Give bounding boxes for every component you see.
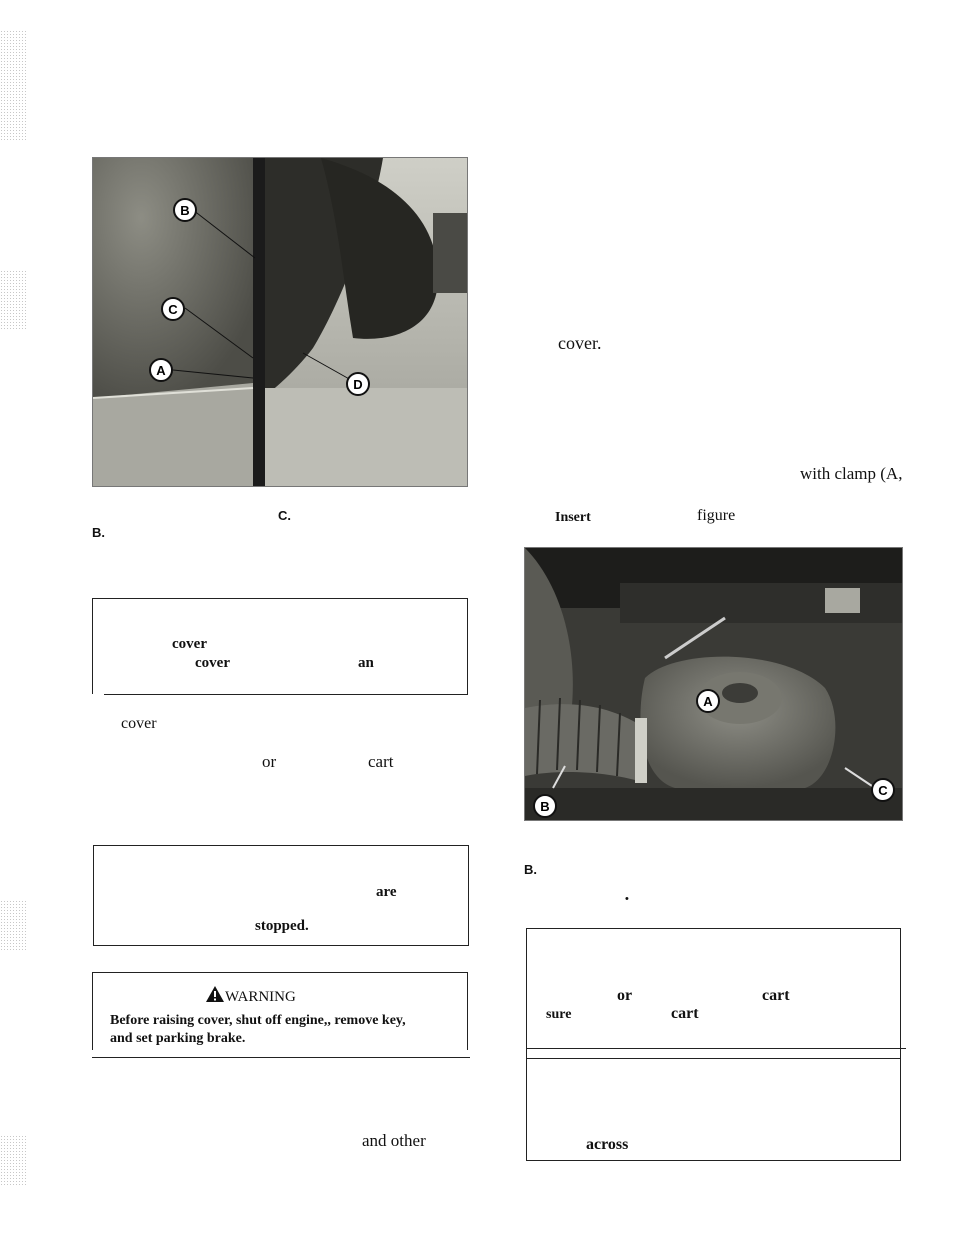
right-callout-b-marker [534,795,556,817]
callout-c-label: C [168,302,178,317]
right-box-word-cart-2: cart [671,1005,699,1022]
right-caption-b: B. [524,862,537,877]
bottom-text-and-other: and other [362,1131,426,1150]
notice2-word-stopped: stopped. [255,918,309,934]
warning-line-1: Before raising cover, shut off engine,, remove key, [110,1013,406,1028]
right-word-cover: cover. [558,333,602,353]
right-box-word-or: or [617,987,633,1004]
warning-title: WARNING [225,989,296,1005]
callout-b-label: B [180,203,190,218]
right-callout-a-marker [697,690,719,712]
warning-triangle-icon [205,985,225,1003]
scan-noise-lower [0,900,26,950]
figure-photo-right-image [525,548,902,820]
warning-line-2: and set parking brake. [110,1031,246,1046]
right-box-word-cart: cart [762,987,790,1004]
caption-b-fragment: B. [92,525,105,540]
caption-c-fragment: C. [278,508,291,523]
figure-photo-right [524,547,903,821]
right-box-word-sure: sure [546,1007,572,1022]
notice1-word-cover-2: cover [195,655,230,671]
scan-noise-top [0,30,26,140]
para-word-or: or [262,752,277,771]
scan-noise-middle [0,270,26,330]
right-callout-a-label: A [703,694,713,709]
right-caption-dot: • [625,893,629,905]
callout-c-marker [162,298,184,320]
para-word-cart: cart [368,752,394,771]
right-word-figure: figure [697,507,736,524]
callout-d-marker [347,373,369,395]
notice2-word-are: are [376,884,397,900]
notice-box-2 [93,845,469,946]
callout-a-label: A [156,363,166,378]
right-word-with-clamp: with clamp (A, [800,464,903,483]
figure-photo-left [92,157,468,487]
para-word-cover: cover [121,715,157,732]
notice1-word-an: an [358,655,374,671]
right-callout-c-label: C [878,783,888,798]
right-callout-b-label: B [540,799,550,814]
figure-photo-left-image [93,158,467,486]
callout-b-marker [174,199,196,221]
right-box-word-across: across [586,1136,629,1153]
right-word-insert: Insert [555,510,591,525]
scan-noise-bottom [0,1135,26,1185]
callout-d-label: D [353,377,363,392]
notice1-word-cover: cover [172,636,207,652]
callout-a-marker [150,359,172,381]
right-callout-c-marker [872,779,894,801]
